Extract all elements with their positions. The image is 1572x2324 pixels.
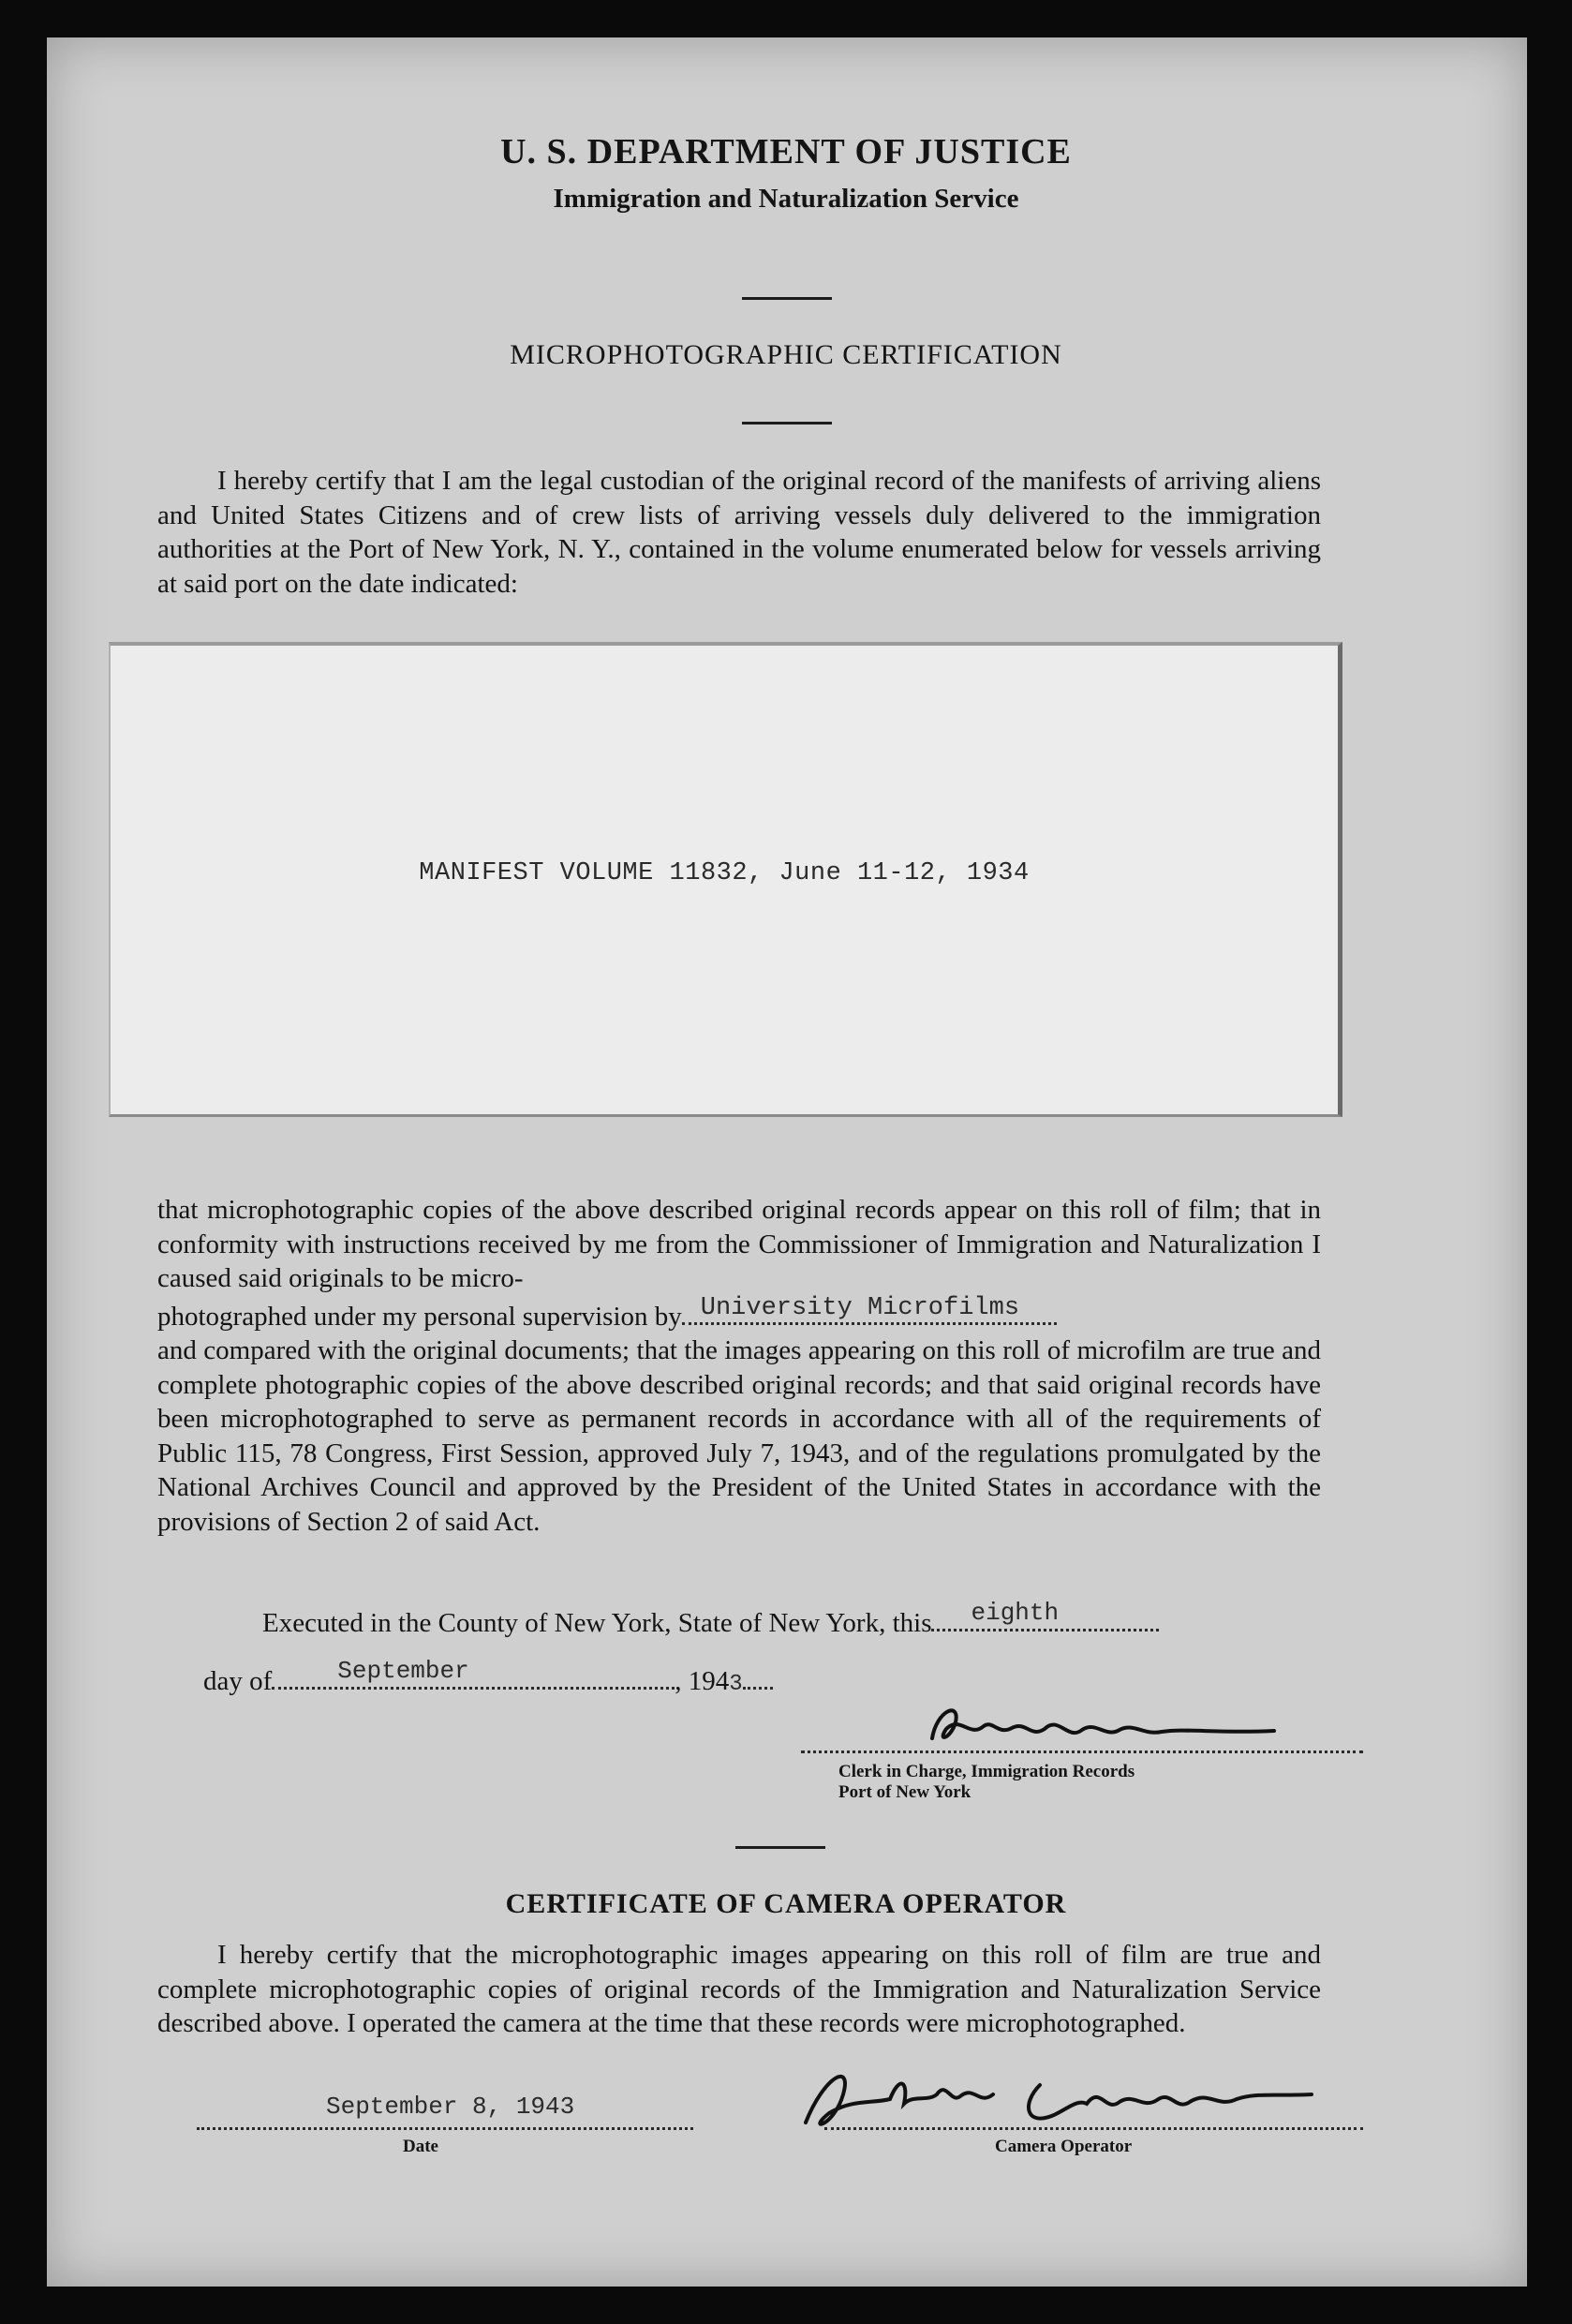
year-dotted-line	[743, 1677, 773, 1690]
service-subtitle: Immigration and Naturalization Service	[553, 184, 1019, 214]
clerk-title	[838, 1762, 1135, 1803]
supervision-line	[157, 1294, 1321, 1334]
clerk-signature-line	[801, 1741, 1363, 1753]
day-of-label: day of	[203, 1666, 273, 1696]
body-part1: that microphotographic copies of the above described original records appear on this roll of film; that in conformity with instructions received by me from the Commissioner of Immigration and Naturalization I caused said originals to be micro-	[157, 1195, 1321, 1293]
supervisor-dotted-line	[682, 1294, 1057, 1325]
year-prefix: , 194	[675, 1666, 730, 1696]
body-part3: and compared with the original documents; that the images appearing on this roll of microfilm are true and complete photographic copies of the above described original records; and that said original records have been microphotographed to serve as permanent records in accordance with all of the requirements of Public 115, 78 Congress, First Session, approved July 7, 1943, and of the regulations promulgated by the National Archives Council and approved by the President of the United States in accordance with the provisions of Section 2 of said Act.	[157, 1335, 1321, 1537]
intro-paragraph	[157, 464, 1321, 601]
divider-rule-3	[735, 1846, 825, 1849]
date-label: Date	[403, 2137, 438, 2156]
year-digit: 3	[729, 1672, 743, 1697]
clerk-title-line2: Port of New York	[838, 1782, 971, 1802]
clerk-title-line1: Clerk in Charge, Immigration Records	[838, 1762, 1135, 1781]
divider-rule-2	[742, 422, 832, 425]
camera-operator-label: Camera Operator	[995, 2137, 1133, 2156]
manifest-volume-text: MANIFEST VOLUME 11832, June 11-12, 1934	[419, 859, 1030, 887]
manifest-inset-card	[109, 642, 1342, 1117]
execution-month: September	[337, 1657, 469, 1685]
body-paragraph	[157, 1193, 1321, 1539]
execution-day: eighth	[971, 1599, 1060, 1627]
body-part2-prefix: photographed under my personal supervision by	[157, 1301, 682, 1332]
execution-prefix: Executed in the County of New York, State of New York, this	[262, 1608, 932, 1638]
operator-date: September 8, 1943	[326, 2093, 575, 2121]
operator-signature	[787, 2048, 1349, 2151]
operator-paragraph	[157, 1938, 1321, 2041]
operator-heading: CERTIFICATE OF CAMERA OPERATOR	[505, 1888, 1067, 1919]
day-dotted-line	[931, 1599, 1159, 1631]
operator-text: I hereby certify that the microphotographic images appearing on this roll of film are true and complete microphotographic copies of original records of the Immigration and Naturalization Service described above. I operated the camera at the time that these records were microphotographed.	[157, 1940, 1321, 2038]
execution-line-1	[262, 1599, 1159, 1639]
month-dotted-line	[272, 1657, 675, 1690]
certification-heading: MICROPHOTOGRAPHIC CERTIFICATION	[510, 339, 1062, 370]
intro-text: I hereby certify that I am the legal custodian of the original record of the manifests of arriving aliens and United States Citizens and of crew lists of arriving vessels duly delivered to the immigration authorities at the Port of New York, N. Y., contained in the volume enumerated below for vessels arriving at said port on the date indicated:	[157, 466, 1321, 599]
department-title: U. S. DEPARTMENT OF JUSTICE	[500, 132, 1072, 171]
supervisor-name: University Microfilms	[700, 1294, 1020, 1322]
execution-line-2	[203, 1657, 773, 1697]
operator-signature-line	[824, 2118, 1363, 2130]
divider-rule-1	[742, 297, 832, 300]
